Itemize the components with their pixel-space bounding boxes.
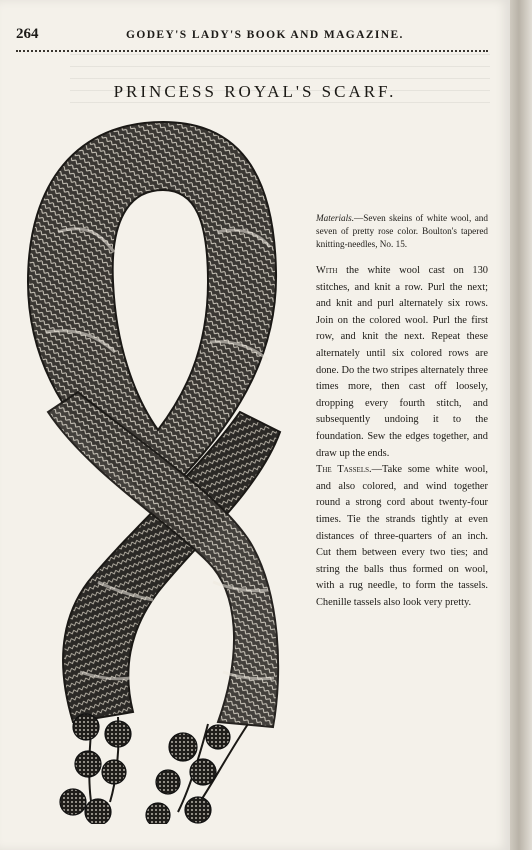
scarf-illustration	[18, 112, 308, 824]
tassel-ball	[75, 751, 101, 777]
tassel-ball	[169, 733, 197, 761]
book-gutter	[510, 0, 532, 850]
tassel-ball	[60, 789, 86, 815]
tassel-balls	[60, 714, 230, 824]
instructions-body	[316, 263, 488, 611]
running-header	[16, 26, 492, 46]
tassel-ball	[185, 797, 211, 823]
instructions-text: the white wool cast on 130 stitches, and knit a row. Purl the next; and knit and purl alternately six rows. Join on the colored wool. Purl the first row, and knit the next. Repeat these alternately until six colored rows are done. Do the two stripes alternately three times more, then cast off loosely, dropping every fourth stitch, and subsequently undoing it to the foundation. Sew the edges together, and draw up the ends.	[316, 265, 488, 459]
materials-lead: Materials.	[316, 213, 355, 223]
tassel-ball	[102, 760, 126, 784]
tassel-ball	[105, 721, 131, 747]
tassel-ball	[156, 770, 180, 794]
tassel-ball	[190, 759, 216, 785]
page-number: 264	[16, 26, 39, 42]
materials-paragraph	[316, 212, 488, 251]
tassels-text: —Take some white wool, and also colored, and wind together round a strong cord about twenty-four times. Tie the strands tightly at even distances of three-quarters of an inch. Cut them between every two ties; and string the balls thus formed on wool, with a rug needle, to form the tassels. Chenille tassels also look very pretty.	[316, 464, 488, 608]
article-title: PRINCESS ROYAL'S SCARF.	[113, 82, 397, 101]
header-rule	[16, 50, 488, 52]
tassel-ball	[146, 803, 170, 824]
tassels-paragraph	[316, 462, 488, 611]
instructions-paragraph	[316, 263, 488, 462]
materials-text: —Seven skeins of white wool, and seven of pretty rose color. Boulton's tapered knitting-needles, No. 15.	[316, 213, 488, 249]
tassel-ball	[85, 799, 111, 824]
running-title: GODEY'S LADY'S BOOK AND MAGAZINE.	[126, 29, 404, 41]
tassels-lead: The Tassels.	[316, 464, 372, 476]
article-text-column	[316, 212, 488, 611]
tassel-ball	[73, 714, 99, 740]
instructions-lead: With	[316, 265, 338, 276]
tassel-ball	[206, 725, 230, 749]
